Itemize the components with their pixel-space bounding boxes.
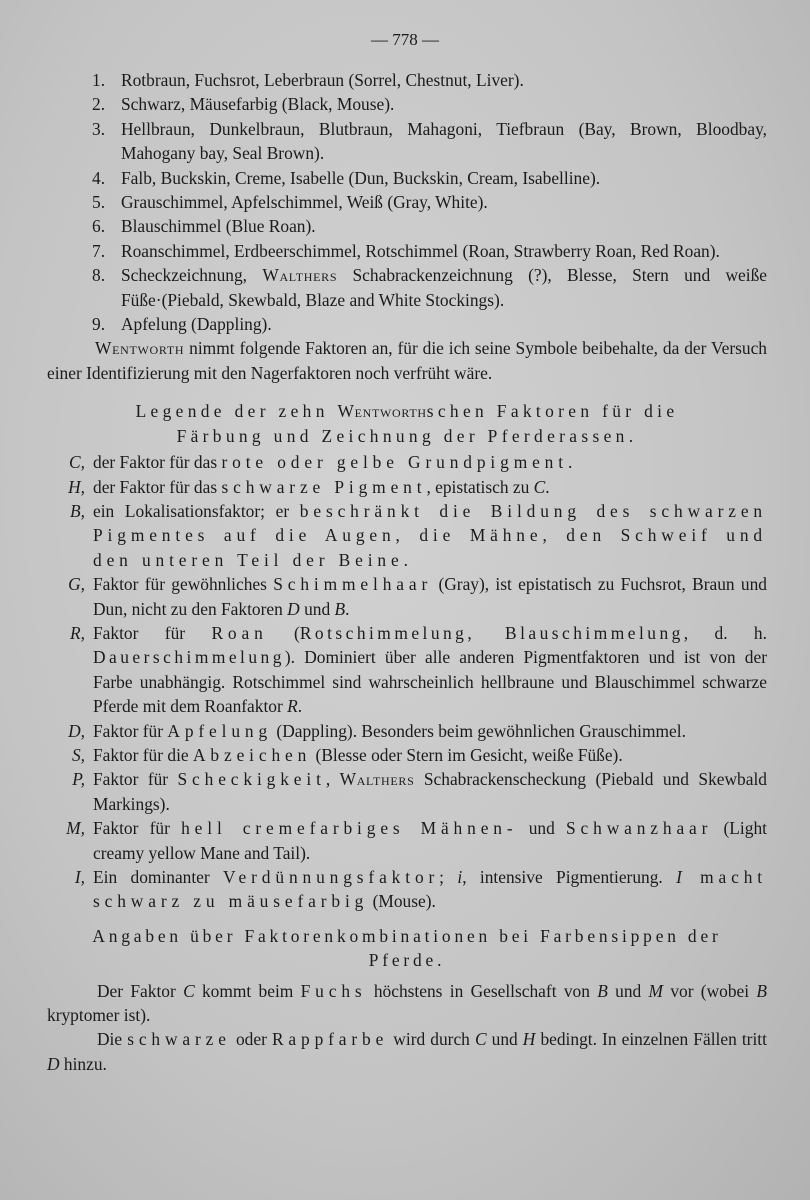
list-text: Scheckzeichnung,: [121, 265, 263, 286]
list-text: Apfelung (Dappling).: [121, 314, 272, 335]
factor-text: ein Lokalisationsfaktor; er: [93, 500, 300, 521]
italic-symbol: I: [676, 867, 682, 887]
page-content: [47, 68, 767, 1076]
list-item: [47, 239, 767, 263]
factor-text: .: [545, 476, 550, 497]
list-text: Falb, Buckskin, Creme, Isabelle (Dun, Buckskin, Cream, Isabelline).: [121, 167, 601, 188]
factor-text: , intensive Pigmentierung.: [462, 867, 677, 887]
factor-P: [47, 767, 767, 816]
color-list: [47, 68, 767, 336]
factor-symbol: I,: [74, 867, 85, 887]
list-item: [47, 312, 767, 336]
spaced-text: beschränkt die Bildung des schwarzen Pigmentes auf die Augen, die Mähne, den Schweif und den unteren Teil der Beine: [93, 500, 768, 570]
factor-text: (: [267, 622, 300, 643]
italic-symbol: B: [597, 980, 608, 1001]
factor-text: Faktor für: [93, 622, 212, 643]
spaced-text: Dauerschimmelung: [93, 647, 285, 668]
list-item: [47, 166, 767, 190]
italic-symbol: B: [756, 980, 768, 1001]
italic-symbol: C: [533, 476, 546, 497]
factor-M: [47, 816, 767, 865]
paragraph-text: Die: [97, 1029, 128, 1050]
factor-symbol: C,: [69, 452, 85, 473]
section-heading: Angaben über Faktorenkombinationen bei Farbensippen der Pferde.: [92, 925, 722, 971]
author-name: Wentworth: [337, 401, 427, 422]
spaced-text: Scheckigkeit: [177, 769, 326, 790]
factor-symbol: M,: [66, 818, 85, 839]
paragraph-text: bedingt. In einzelnen Fällen tritt: [535, 1029, 767, 1050]
list-item: [47, 190, 767, 214]
paragraph-text: kryptomer ist).: [47, 1005, 151, 1026]
italic-symbol: R: [287, 696, 298, 717]
heading-text: Legende der zehn: [135, 401, 338, 422]
legend-heading-line: [47, 399, 767, 423]
legend-heading-line: Färbung und Zeichnung der Pferderassen.: [176, 425, 638, 446]
list-text: Grauschimmel, Apfelschimmel, Weiß (Gray, White).: [121, 192, 488, 213]
paragraph-text: oder: [230, 1029, 272, 1050]
factor-text: .: [345, 598, 350, 619]
factor-text: (Dappling). Besonders beim gewöhnlichen Grauschimmel.: [272, 720, 686, 741]
heading-text: schen Faktoren für die: [426, 401, 679, 422]
italic-symbol: C: [474, 1029, 487, 1050]
list-text: Schabrackenzeichnung (?), Blesse, Stern und weiße Füße·(Piebald, Skewbald, Blaze and White Stockings).: [121, 265, 767, 310]
factor-symbol: G,: [68, 574, 85, 595]
legend-heading: [47, 399, 767, 448]
factor-text: Faktor für gewöhnliches: [93, 574, 274, 595]
factor-text: .: [403, 549, 408, 570]
list-number: 9.: [92, 314, 106, 335]
list-item: [47, 68, 767, 92]
factor-S: [47, 743, 767, 767]
factor-text: Schabrackenscheckung (Piebald und Skewbald Markings).: [93, 769, 767, 814]
factor-B: [47, 499, 767, 572]
paragraph-text: kommt beim: [194, 980, 301, 1001]
list-text: Schwarz, Mäusefarbig (Black, Mouse).: [121, 94, 395, 115]
list-number: 2.: [92, 94, 106, 115]
factor-H: [47, 475, 767, 499]
paragraph-text: nimmt folgende Faktoren an, für die ich seine Symbole beibehalte, da der Versuch einer Identifizierung mit den Nagerfaktoren noch verfrüht wäre.: [47, 338, 767, 383]
factor-text: und: [299, 598, 335, 619]
factor-symbol: B,: [70, 500, 85, 521]
factor-symbol: P,: [72, 769, 85, 790]
paragraph-text: vor (wobei: [663, 980, 757, 1001]
spaced-text: Verdünnungsfaktor: [223, 867, 440, 887]
factor-text: Faktor für: [93, 720, 168, 741]
factor-text: ,: [325, 769, 340, 790]
spaced-text: Schimmelhaar: [273, 574, 433, 595]
spaced-text: schwarze: [127, 1029, 231, 1050]
factor-text: (Light creamy yellow Mane and Tail).: [93, 818, 767, 863]
spaced-text: Fuchs: [300, 980, 367, 1001]
paragraph-text: und: [607, 980, 649, 1001]
paragraph-text: wird durch: [388, 1029, 475, 1050]
factor-text: , epistatisch zu: [426, 476, 534, 497]
list-number: 5.: [92, 192, 106, 213]
list-number: 4.: [92, 167, 106, 188]
factor-I: [47, 865, 767, 914]
factor-R: [47, 621, 767, 719]
paragraph-text: hinzu.: [59, 1053, 107, 1074]
factor-text: ). Dominiert über alle anderen Pigmentfaktoren und ist von der Farbe unabhängig. Rotschimmel sind wahrscheinlich hellbraune und Blauschimmel schwarze Pferde mit dem Roanfaktor: [93, 647, 767, 717]
paragraph-rappfarbe: [47, 1027, 767, 1076]
list-number: 1.: [92, 70, 106, 90]
spaced-text: Rotschimmelung, Blauschimmelung: [299, 622, 684, 643]
factor-text: .: [567, 452, 573, 473]
spaced-text: rote oder gelbe Grundpigment: [221, 452, 568, 473]
spaced-text: Rappfarbe: [271, 1029, 389, 1050]
italic-symbol: B: [334, 598, 346, 619]
list-item: [47, 263, 767, 312]
factor-symbol: S,: [71, 744, 85, 765]
spaced-text: macht schwarz zu mäusefarbig: [93, 867, 767, 912]
factor-C: [47, 450, 767, 474]
italic-symbol: M: [648, 980, 664, 1001]
italic-symbol: D: [47, 1053, 60, 1074]
wentworth-paragraph: [47, 336, 767, 385]
author-name: Wentworth: [95, 338, 185, 359]
author-name: Walthers: [262, 265, 338, 286]
list-item: [47, 214, 767, 238]
factor-text: der Faktor für das: [93, 476, 222, 497]
page-number: — 778 —: [371, 30, 439, 49]
italic-symbol: D: [287, 598, 300, 619]
spaced-text: schwarze Pigment: [221, 476, 427, 497]
factor-symbol: H,: [68, 476, 85, 497]
author-name: Walthers: [339, 769, 415, 790]
list-number: 6.: [92, 216, 106, 237]
factor-text: Faktor für: [93, 769, 178, 790]
factor-symbol: D,: [68, 720, 85, 741]
factor-G: [47, 572, 767, 621]
factor-text: Faktor für die: [93, 744, 193, 765]
factor-text: , d. h.: [683, 622, 767, 643]
factor-text: .: [297, 696, 303, 717]
paragraph-fuchs: [47, 979, 767, 1028]
factor-text: Faktor für: [93, 818, 182, 839]
factor-text: ;: [439, 867, 458, 887]
list-number: 7.: [92, 240, 106, 261]
italic-symbol: H: [522, 1029, 536, 1050]
spaced-text: Apfelung: [167, 720, 273, 741]
factor-D: [47, 719, 767, 743]
factor-text: (Blesse oder Stern im Gesicht, weiße Füße).: [311, 744, 623, 765]
list-item: [47, 117, 767, 166]
list-item: [47, 92, 767, 116]
paragraph-text: und: [486, 1029, 523, 1050]
italic-symbol: i: [457, 867, 463, 887]
italic-symbol: C: [183, 980, 195, 1001]
spaced-text: Abzeichen: [192, 744, 312, 765]
list-text: Hellbraun, Dunkelbraun, Blutbraun, Mahagoni, Tiefbraun (Bay, Brown, Bloodbay, Mahogany bay, Seal Brown).: [121, 118, 767, 164]
list-text: Rotbraun, Fuchsrot, Leberbraun (Sorrel, Chestnut, Liver).: [121, 70, 524, 90]
paragraph-text: Der Faktor: [97, 980, 184, 1001]
factor-text: (Gray), ist epistatisch zu Fuchsrot, Braun und Dun, nicht zu den Faktoren: [93, 574, 767, 619]
factor-text: und: [517, 818, 567, 839]
factor-text: (Mouse).: [368, 891, 436, 912]
list-text: Roanschimmel, Erdbeerschimmel, Rotschimmel (Roan, Strawberry Roan, Red Roan).: [121, 240, 720, 261]
paragraph-text: höchstens in Gesellschaft von: [366, 980, 598, 1001]
factor-symbol: R,: [70, 622, 85, 643]
list-number: 3.: [92, 118, 106, 139]
list-text: Blauschimmel (Blue Roan).: [121, 216, 316, 237]
spaced-text: Roan: [211, 622, 268, 643]
spaced-text: hell cremefarbiges Mähnen-: [181, 818, 518, 839]
spaced-text: Schwanzhaar: [566, 818, 713, 839]
factor-text: der Faktor für das: [93, 452, 222, 473]
list-number: 8.: [92, 265, 106, 286]
factor-text: Ein dominanter: [93, 867, 224, 887]
